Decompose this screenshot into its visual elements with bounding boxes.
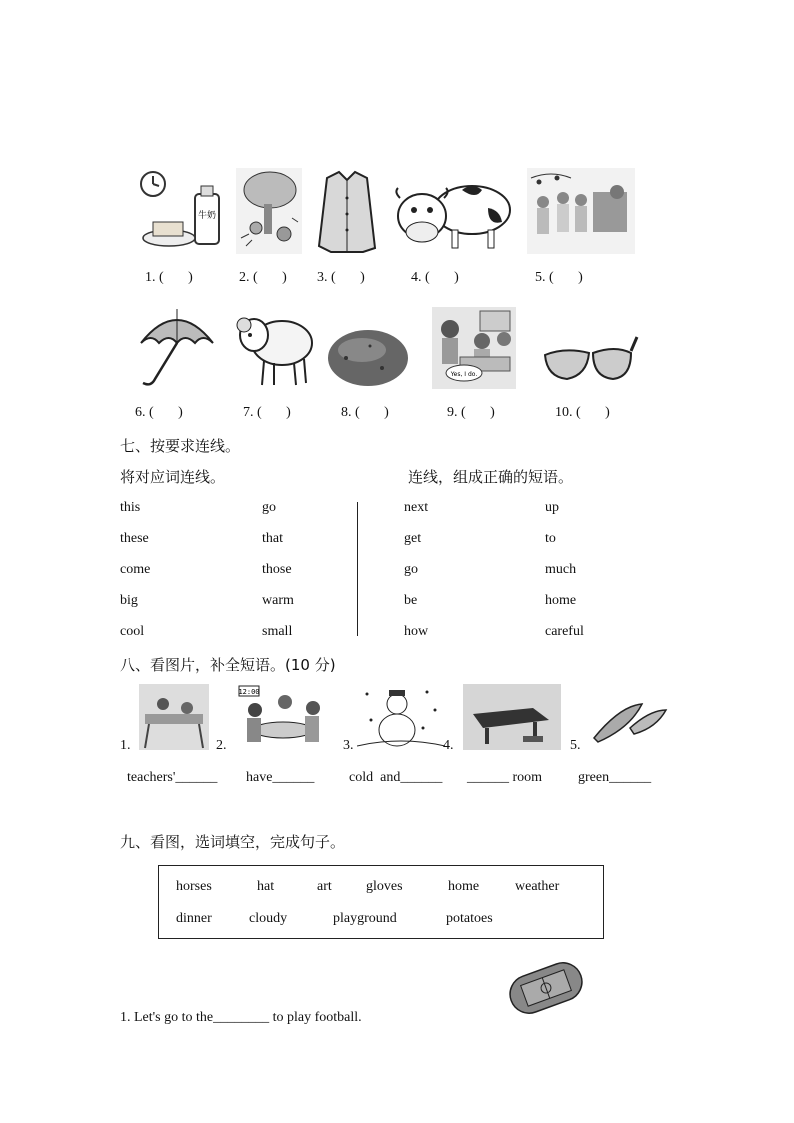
match-word: how <box>404 624 429 639</box>
office-illustration <box>139 684 209 750</box>
cow-illustration <box>392 168 516 254</box>
word-bank-item: art <box>317 879 332 894</box>
match-word: next <box>404 500 429 515</box>
word-bank-item: hat <box>257 879 275 894</box>
speech-bubble-text: Yes, I do. <box>450 371 478 378</box>
match-word: much <box>545 562 577 577</box>
phrase-blank-5: green______ <box>578 770 652 785</box>
picture-snowman <box>357 684 445 750</box>
beans-illustration <box>590 698 668 744</box>
picture-shirt <box>313 168 380 254</box>
phrase-number-1: 1. <box>120 738 131 753</box>
column-divider <box>357 502 358 636</box>
milk-label: 牛奶 <box>197 211 217 221</box>
match-word: get <box>404 531 422 546</box>
clock-text: 12:00 <box>238 688 260 696</box>
picture-potato <box>326 328 410 388</box>
phrase-blank-3: cold and______ <box>349 770 443 785</box>
match-word: to <box>545 531 556 546</box>
umbrella-illustration <box>137 303 217 389</box>
row2-label-8: 8. ( ) <box>341 405 389 420</box>
classroom-illustration <box>432 307 516 389</box>
match-word: that <box>262 531 283 546</box>
phrase-number-3: 3. <box>343 738 354 753</box>
shirt-illustration <box>313 168 380 254</box>
picture-autumn-tree <box>236 168 302 254</box>
row1-label-4: 4. ( ) <box>411 270 459 285</box>
picture-cow <box>392 168 516 254</box>
sunglasses-illustration <box>543 333 639 391</box>
phrase-blank-2: have______ <box>246 770 315 785</box>
match-word: go <box>404 562 418 577</box>
lunch-illustration <box>235 684 327 750</box>
phrase-blank-1: teachers'______ <box>127 770 218 785</box>
word-bank-item: weather <box>515 879 560 894</box>
section7-right-heading: 连线，组成正确的短语。 <box>408 468 574 486</box>
match-word: careful <box>545 624 584 639</box>
word-bank-item: playground <box>333 911 397 926</box>
picture-music-room <box>463 684 561 750</box>
word-bank-item: potatoes <box>446 911 493 926</box>
word-bank-item: dinner <box>176 911 212 926</box>
phrase-blank-4: ______ room <box>467 770 543 785</box>
picture-umbrella <box>137 303 217 389</box>
tree-illustration <box>236 168 302 254</box>
word-bank-item: home <box>448 879 480 894</box>
breakfast-illustration <box>137 168 225 254</box>
music-illustration <box>527 168 635 254</box>
picture-music-class <box>527 168 635 254</box>
section7-title: 七、按要求连线。 <box>120 437 241 455</box>
sentence-1: 1. Let's go to the________ to play football. <box>120 1010 362 1025</box>
match-word: those <box>262 562 292 577</box>
row1-label-5: 5. ( ) <box>535 270 583 285</box>
picture-breakfast-milk <box>137 168 225 254</box>
picture-playground <box>503 955 589 1021</box>
row1-label-3: 3. ( ) <box>317 270 365 285</box>
sheep-illustration <box>234 303 316 389</box>
picture-lunch <box>235 684 327 750</box>
picture-teachers-office <box>139 684 209 750</box>
piano-illustration <box>463 684 561 750</box>
match-word: this <box>120 500 141 515</box>
word-bank-item: gloves <box>366 879 403 894</box>
snowman-illustration <box>357 684 445 750</box>
match-word: up <box>545 500 559 515</box>
row1-label-1: 1. ( ) <box>145 270 193 285</box>
word-bank-item: cloudy <box>249 911 288 926</box>
row2-label-7: 7. ( ) <box>243 405 291 420</box>
match-word: big <box>120 593 138 608</box>
match-word: home <box>545 593 577 608</box>
match-word: be <box>404 593 418 608</box>
word-bank <box>158 865 604 939</box>
section7-left-heading: 将对应词连线。 <box>120 468 226 486</box>
word-bank-item: horses <box>176 879 212 894</box>
row1-label-2: 2. ( ) <box>239 270 287 285</box>
section9-title: 九、看图，选词填空，完成句子。 <box>120 833 346 851</box>
phrase-number-4: 4. <box>443 738 454 753</box>
picture-sheep <box>234 303 316 389</box>
potato-illustration <box>326 328 410 388</box>
phrase-number-2: 2. <box>216 738 227 753</box>
picture-beans <box>590 698 668 744</box>
match-word: small <box>262 624 293 639</box>
match-word: cool <box>120 624 145 639</box>
picture-sunglasses <box>543 333 639 391</box>
phrase-number-5: 5. <box>570 738 581 753</box>
field-illustration <box>503 955 589 1021</box>
row2-label-9: 9. ( ) <box>447 405 495 420</box>
section8-title: 八、看图片，补全短语。(10 分) <box>120 656 336 674</box>
match-word: come <box>120 562 151 577</box>
picture-classroom <box>432 307 516 389</box>
match-word: these <box>120 531 149 546</box>
row2-label-10: 10. ( ) <box>555 405 610 420</box>
match-word: warm <box>262 593 294 608</box>
row2-label-6: 6. ( ) <box>135 405 183 420</box>
match-word: go <box>262 500 276 515</box>
